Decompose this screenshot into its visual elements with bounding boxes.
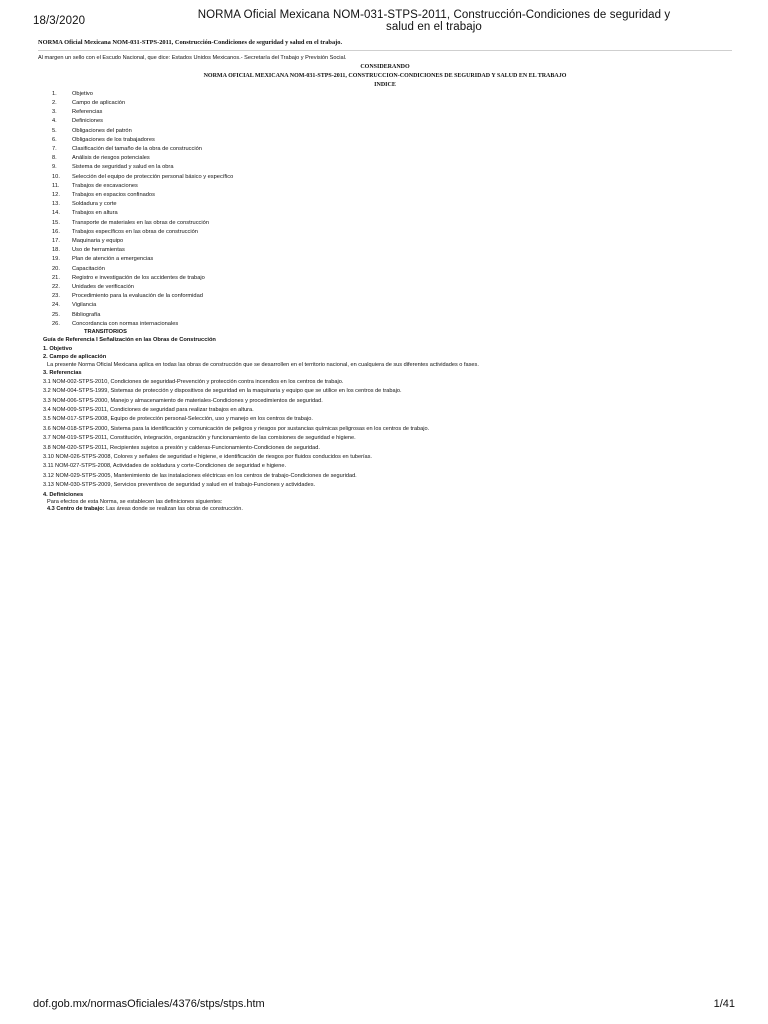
toc-item-label: Plan de atención a emergencias	[72, 256, 154, 263]
reference-item: 3.7 NOM-019-STPS-2011, Constitución, integración, organización y funcionamiento de las comisiones de seguridad e higiene.	[43, 435, 356, 442]
toc-item-number: 5.	[52, 127, 57, 134]
toc-item-number: 14.	[52, 210, 60, 217]
toc-item	[38, 274, 732, 283]
toc-item-label: Capacitación	[72, 265, 105, 272]
toc-item	[38, 163, 732, 172]
considerando-heading: CONSIDERANDO	[360, 63, 410, 70]
section-4-heading: 4. Definiciones	[43, 491, 84, 498]
definition-item	[38, 506, 732, 513]
indice-heading: INDICE	[374, 81, 396, 88]
toc-item	[38, 246, 732, 255]
toc-item	[38, 136, 732, 145]
definition-term: 4.3 Centro de trabajo:	[47, 506, 105, 513]
toc-item-label: Uso de herramientas	[72, 247, 125, 254]
toc-item	[38, 108, 732, 117]
section-1-heading: 1. Objetivo	[43, 345, 73, 352]
toc-item	[38, 255, 732, 264]
toc-item-label: Concordancia con normas internacionales	[72, 320, 179, 327]
toc-item-label: Vigilancia	[72, 302, 97, 309]
toc-item-number: 23.	[52, 293, 60, 300]
toc-item-label: Trabajos de excavaciones	[72, 182, 138, 189]
toc-item-number: 26.	[52, 320, 60, 327]
section-2-text: La presente Norma Oficial Mexicana aplica en todas las obras de construcción que se desarrollen en el territorio nacional, en cualquiera de sus diferentes actividades o fases.	[47, 361, 479, 368]
toc-item-number: 17.	[52, 237, 60, 244]
reference-item: 3.5 NOM-017-STPS-2008, Equipo de protección personal-Selección, uso y manejo en los centros de trabajo.	[43, 416, 313, 423]
definition-text: Las áreas donde se realizan las obras de construcción.	[106, 506, 243, 513]
toc-item-number: 7.	[52, 145, 57, 152]
toc-item	[38, 209, 732, 218]
toc-item-number: 3.	[52, 109, 57, 116]
print-footer	[33, 996, 735, 1012]
page-number: 1/41	[713, 998, 735, 1010]
section-2-heading: 2. Campo de aplicación	[43, 354, 107, 361]
toc-item	[38, 320, 732, 329]
toc-item-label: Definiciones	[72, 118, 103, 125]
toc-item-number: 22.	[52, 283, 60, 290]
toc-item-label: Procedimiento para la evaluación de la conformidad	[72, 293, 203, 300]
toc-item	[38, 200, 732, 209]
reference-item: 3.6 NOM-018-STPS-2000, Sistema para la identificación y comunicación de peligros y riesgos por sustancias químicas peligrosas en los centros de trabajo.	[43, 425, 430, 432]
toc-item-number: 11.	[52, 182, 60, 189]
toc-item-number: 4.	[52, 118, 57, 125]
toc-item-label: Obligaciones del patrón	[72, 127, 132, 134]
toc-item-number: 13.	[52, 201, 60, 208]
reference-item: 3.12 NOM-029-STPS-2005, Mantenimiento de las instalaciones eléctricas en los centros de trabajo-Condiciones de seguridad.	[43, 472, 357, 479]
page-url: dof.gob.mx/normasOficiales/4376/stps/stps.htm	[33, 998, 265, 1010]
toc-item-label: Trabajos en altura	[72, 210, 118, 217]
toc-item	[38, 145, 732, 154]
toc-item-number: 19.	[52, 256, 60, 263]
toc-item	[38, 173, 732, 182]
toc-item-label: Maquinaria y equipo	[72, 237, 124, 244]
toc-item	[38, 127, 732, 136]
toc-item	[38, 117, 732, 126]
toc-item-label: Soldadura y corte	[72, 201, 117, 208]
norma-heading: NORMA OFICIAL MEXICANA NOM-031-STPS-2011, CONSTRUCCION-CONDICIONES DE SEGURIDAD Y SALUD EN EL TRABAJO	[203, 72, 567, 79]
toc-item-number: 20.	[52, 265, 60, 272]
toc-item	[38, 99, 732, 108]
toc-item-number: 24.	[52, 302, 60, 309]
toc-item-label: Transporte de materiales en las obras de construcción	[72, 219, 209, 226]
print-header-title: NORMA Oficial Mexicana NOM-031-STPS-2011, Construcción-Condiciones de seguridad y salud en el trabajo	[197, 9, 671, 33]
toc-item	[38, 283, 732, 292]
toc-item	[38, 90, 732, 99]
toc-item-number: 6.	[52, 136, 57, 143]
section-3-heading: 3. Referencias	[43, 370, 82, 377]
toc-item	[38, 191, 732, 200]
transitorios-label: TRANSITORIOS	[84, 328, 127, 335]
toc-item	[38, 228, 732, 237]
section-4-intro: Para efectos de esta Norma, se establecen las definiciones siguientes:	[47, 499, 223, 506]
toc-item	[38, 292, 732, 301]
toc-item	[38, 265, 732, 274]
print-date: 18/3/2020	[33, 15, 86, 27]
toc-item-number: 25.	[52, 311, 60, 318]
toc-item-label: Sistema de seguridad y salud en la obra	[72, 164, 174, 171]
margin-note: Al margen un sello con el Escudo Nacional, que dice: Estados Unidos Mexicanos.- Secretaría del Trabajo y Previsión Social.	[38, 55, 347, 61]
reference-item: 3.13 NOM-030-STPS-2009, Servicios preventivos de seguridad y salud en el trabajo-Funciones y actividades.	[43, 482, 316, 489]
toc-item-label: Referencias	[72, 109, 103, 116]
definitions-list	[38, 506, 732, 513]
toc-item-label: Análisis de riesgos potenciales	[72, 155, 150, 162]
toc-item-label: Trabajos en espacios confinados	[72, 191, 155, 198]
toc-item-number: 9.	[52, 164, 57, 171]
toc-item-number: 8.	[52, 155, 57, 162]
toc-item-label: Clasificación del tamaño de la obra de construcción	[72, 145, 202, 152]
document-title: NORMA Oficial Mexicana NOM-031-STPS-2011, Construcción-Condiciones de seguridad y salud en el trabajo.	[38, 38, 732, 51]
reference-item: 3.1 NOM-002-STPS-2010, Condiciones de seguridad-Prevención y protección contra incendios en los centros de trabajo.	[43, 378, 344, 385]
toc-item-label: Objetivo	[72, 90, 93, 97]
toc-item-number: 10.	[52, 173, 60, 180]
guia-heading: Guía de Referencia I Señalización en las Obras de Construcción	[43, 337, 216, 344]
toc-item	[38, 237, 732, 246]
toc-item	[38, 311, 732, 320]
toc-item-number: 18.	[52, 247, 60, 254]
reference-item: 3.11 NOM-027-STPS-2008, Actividades de soldadura y corte-Condiciones de seguridad e higiene.	[43, 463, 287, 470]
toc-item-number: 12.	[52, 191, 60, 198]
toc-item	[38, 154, 732, 163]
toc-item-label: Trabajos específicos en las obras de construcción	[72, 228, 198, 235]
table-of-contents	[38, 90, 732, 329]
toc-item	[38, 182, 732, 191]
toc-item-number: 2.	[52, 99, 57, 106]
toc-item-number: 1.	[52, 90, 57, 97]
toc-item-label: Unidades de verificación	[72, 283, 134, 290]
reference-item: 3.8 NOM-020-STPS-2011, Recipientes sujetos a presión y calderas-Funcionamiento-Condiciones de seguridad.	[43, 444, 320, 451]
toc-item-label: Obligaciones de los trabajadores	[72, 136, 155, 143]
toc-item-number: 16.	[52, 228, 60, 235]
toc-item-number: 15.	[52, 219, 60, 226]
reference-item: 3.4 NOM-009-STPS-2011, Condiciones de seguridad para realizar trabajos en altura.	[43, 407, 254, 413]
reference-item: 3.3 NOM-006-STPS-2000, Manejo y almacenamiento de materiales-Condiciones y procedimientos de seguridad.	[43, 397, 323, 404]
toc-item-label: Selección del equipo de protección personal básico y específico	[72, 173, 234, 180]
toc-item-label: Campo de aplicación	[72, 99, 126, 106]
print-header	[33, 9, 735, 33]
toc-item-number: 21.	[52, 274, 60, 281]
toc-item	[38, 301, 732, 310]
toc-item-label: Bibliografía	[72, 311, 101, 318]
reference-item: 3.10 NOM-026-STPS-2008, Colores y señales de seguridad e higiene, e identificación de riesgos por fluidos conducidos en tuberías.	[43, 454, 372, 461]
toc-item-label: Registro e investigación de los accidentes de trabajo	[72, 274, 205, 281]
references-list	[38, 378, 732, 491]
toc-item	[38, 219, 732, 228]
reference-item: 3.2 NOM-004-STPS-1999, Sistemas de protección y dispositivos de seguridad en la maquinaria y equipo que se utilice en los centros de trabajo.	[43, 388, 402, 395]
document-body	[38, 38, 732, 980]
